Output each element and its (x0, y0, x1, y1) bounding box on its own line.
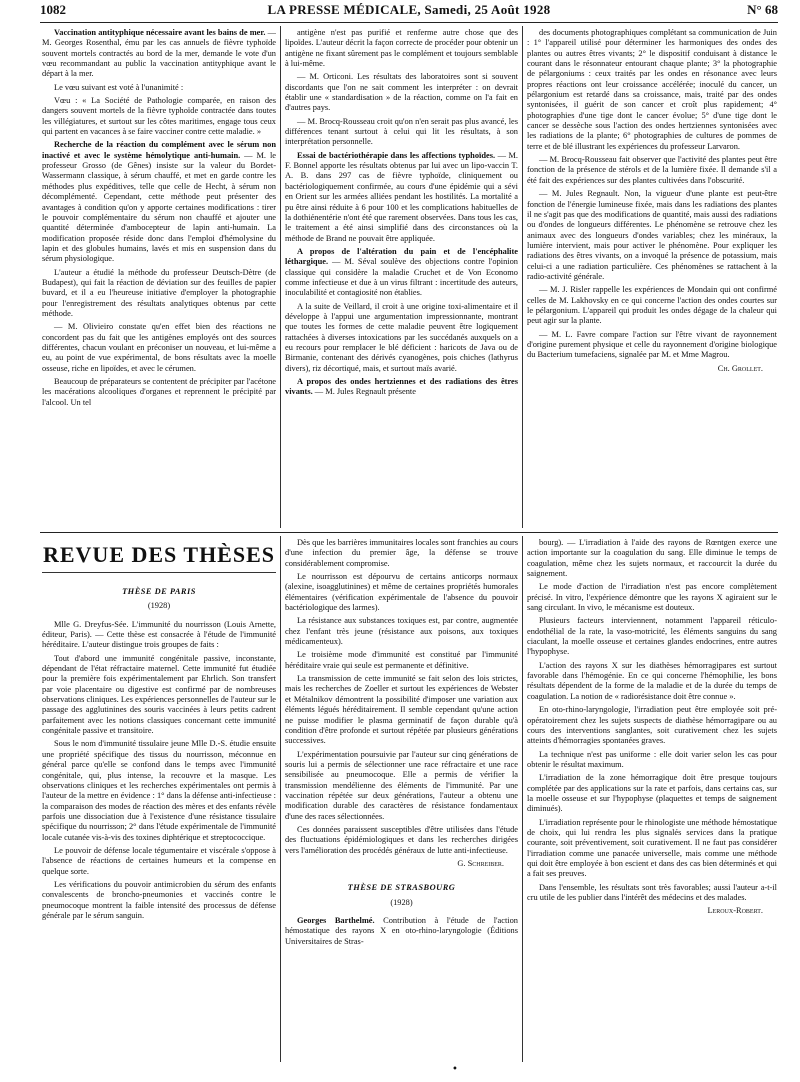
paragraph-text: Sous le nom d'immunité tissulaire jeune Mlle D.-S. étudie ensuite une propriété spécifique des tissus du nourrisson, méconnue en général parce qu'elle se confond dans le temps avec l'immunité congénitale, qui, plus intense, la recouvre et la masque. Les observations cliniques et les recherches expérimentales ont permis à l'auteur de la mettre en évidence : 1° dans la défense anti-infectieuse : la comparaison des modes de réaction des mères et des enfants révèle parfois une dissociation due à l'existence d'une résistance tissulaire spécifique du nourrisson; 2° dans l'étude expérimentale de l'immunité locale cutanée vis-à-vis des toxines diphtérique et streptococcique. (42, 739, 276, 842)
paragraph-text: bourg). — L'irradiation à l'aide des rayons de Rœntgen exerce une action importante sur la coagulation du sang. Elle diminue le temps de coagulation, même chez les sujets normaux, et raccourcit la durée du saignement. (527, 538, 777, 579)
paragraph-text: — M. L. Favre compare l'action sur l'être vivant de rayonnement d'origine purement physique et celle du rayonnement d'origine biologique du Bacterium tumefaciens, signalée par M. et Mme Magrou. (527, 329, 777, 360)
paragraph-text: L'action des rayons X sur les diathèses hémorragipares est surtout favorable dans l'hémogénie. En ce qui concerne l'hémophilie, les bons résultats dépendent de la forme de la maladie et de la durée du temps de coagulation. La notion de « radiorésistance doit être connue ». (527, 660, 777, 701)
paragraph (527, 773, 777, 814)
paragraph-text: — M. Brocq-Rousseau fait observer que l'activité des plantes peut être fonction de la présence de stérols et de la lumière fixée. Il demande s'il a été fait des expériences sur des plantes cultivées dans l'obscurité. (527, 155, 777, 185)
these-strasbourg-year: (1928) (390, 897, 413, 907)
paragraph (527, 883, 777, 904)
paragraph-text: — M. Orticoni. Les résultats des laboratoires sont si souvent discordants que l'on ne sait comment les interpréter : on devrait établir une « standardisation » de la réaction, comme on l'a fait en d'autres pays. (285, 72, 518, 113)
paragraph (285, 650, 518, 671)
paragraph-heading: Georges Barthelmé. (297, 916, 375, 925)
paragraph (42, 377, 276, 408)
revue-des-theses-heading: REVUE DES THÈSES (42, 542, 276, 573)
paragraph (42, 620, 276, 651)
paragraph (527, 750, 777, 771)
paragraph-text: L'irradiation représente pour le rhinologiste une méthode hémostatique de choix, qui lui rendra les plus signalés services dans la pratique courante, soit préventivement, soit curativement. Il ne faut pas considérer l'irradiation comme une panacée universelle, mais comme une méthode qui doit être employée à bon escient et dans des cas bien déterminés et qui a fait ses preuves. (527, 817, 777, 879)
paragraph (42, 739, 276, 842)
paris-thesis-text (42, 620, 276, 922)
paragraph-text: La technique n'est pas uniforme : elle doit varier selon les cas pour obtenir le résultat maximum. (527, 749, 777, 769)
header-rule (40, 22, 778, 23)
top-column-2 (285, 28, 518, 528)
paragraph-text: — M. Brocq-Rousseau croit qu'on n'en serait pas plus avancé, les différences tenant surtout à celui qui lit les résultats, à son interprétation personnelle. (285, 116, 518, 147)
paragraph-text: — M. F. Bonnel apporte les résultats obtenus par lui avec un lipo-vaccin T. A. B. dans 297 cas de fièvre typhoïde, cliniquement ou bactériologiquement confirmée, au cours d'une épidémie qui a sévi en Orient sur les armées alliées pendant les hostilités. La mortalité a pu être ainsi réduite à 6 pour 100 et les complications habituelles de la dothiénentérie n'ont été que rarement observées. Dans tous les cas, le traitement a été ainsi simplifié dans des circonstances où la méthode de Brand ne pouvait être appliquée. (285, 150, 518, 243)
strasbourg-thesis-intro (285, 916, 518, 947)
paragraph-text: — M. Jules Regnault. Non, la vigueur d'une plante est peut-être fonction de l'énergie lumineuse fixée, mais dans les radiations des plantes il ne s'agit pas que des modifications de quantité, mais aussi des radiations ou d'ondes de longueurs différentes. Le phénomène se retrouve chez les animaux avec des longueurs d'ondes variables; chez les minéraux, la lumière intervient, mais pour activer le phénomène. Pour expliquer les radiations des êtres vivants, on a invoqué la présence de potassium, mais celui-ci a une radiation particulière. Ces phénomènes se rattachent à la radio-activité générale. (527, 189, 777, 281)
paragraph-text: Dans l'ensemble, les résultats sont très favorables; aussi l'auteur a-t-il cru utile de les publier dans l'intérêt des médecins et des malades. (527, 882, 777, 902)
paragraph (285, 674, 518, 746)
signature-leroux-robert: Leroux-Robert. (707, 906, 763, 916)
paragraph (527, 189, 777, 282)
paragraph (285, 377, 518, 398)
paragraph-text: A la suite de Veillard, il croit à une origine toxi-alimentaire et il développe à l'appui une argumentation impressionnante, montrant que toutes les formes de cette maladie peuvent être logiquement rattachées à diverses intoxications par les succédanés auxquels on a eu recours pour remplacer le blé déficient : haricots de Java ou de Birmanie, contenant des dérivés cyanogènes, pois chiches (lathyrus divers), riz décortiqué, mais, et surtout maïs avarié. (285, 301, 518, 373)
paragraph-text: Les vérifications du pouvoir antimicrobien du sérum des enfants convalescents de broncho-pneumonies et vaccinés contre le pneumocoque montrent la faible intensité des processus de défense générale par le sérum sanguin. (42, 879, 276, 920)
page-number: 1082 (40, 2, 66, 17)
paragraph-text: Tout d'abord une immunité congénitale passive, inconstante, dépendant de l'état réfractaire maternel. Cette immunité fut étudiée pour la première fois expérimentalement par Ehrlich. Son transfert par voie placentaire ou digestive est confirmé par de nombreuses observations cliniques. Les expériences personnelles de l'auteur sur le passage des agglutinines des souris vaccinées à leurs petits cadrent parfaitement avec les notions classiques concernant cette immunité congénitale passive et transitoire. (42, 653, 276, 736)
paragraph (527, 661, 777, 702)
paragraph-text: Le vœu suivant est voté à l'unanimité : (54, 82, 184, 92)
paragraph-text: Le pouvoir de défense locale tégumentaire et viscérale s'oppose à l'absence de réactions de certaines humeurs et la compense en quelque sorte. (42, 845, 276, 876)
paragraph (527, 538, 777, 579)
page-header (40, 2, 778, 20)
paragraph-heading: A propos des ondes hertziennes et des radiations des êtres vivants. (285, 377, 518, 397)
paragraph (285, 616, 518, 647)
paragraph-text: — M. Georges Rosenthal, ému par les cas annuels de fièvre typhoïde souvent mortels contractés au bord de la mer, demande le vote d'un vœu recommandant au public la vaccination antityphique avant le départ à la mer. (42, 28, 276, 79)
paragraph-text: L'expérimentation poursuivie par l'auteur sur cinq générations de souris lui a permis de sélectionner une race réfractaire et une race sensibilisée au pneumocoque. Elle a permis de vérifier la transmission mendélienne des éléments de l'immunité. Par une vaccination répétée sur deux générations, l'auteur a obtenu une modification durable des caractères de résistance fondamentaux d'une des races sélectionnées. (285, 749, 518, 821)
bottom-column-1 (42, 538, 276, 1060)
paragraph (285, 117, 518, 148)
column-divider (522, 26, 523, 528)
paragraph (42, 96, 276, 137)
paragraph-text: En oto-rhino-laryngologie, l'irradiation peut être employée soit pré-opératoirement chez les sujets suspects de diathèse hémorragipare ou au cours des interventions sanglantes, soit curativement chez les sujets atteints d'hémorragies spontanées graves. (527, 705, 777, 746)
bottom-column-2 (285, 538, 518, 1060)
these-paris-heading: THÈSE DE PARIS (122, 587, 196, 596)
paragraph (285, 247, 518, 299)
paragraph (285, 72, 518, 113)
paragraph-text: Dès que les barrières immunitaires locales sont franchies au cours d'une infection du premier âge, la défense se trouve considérablement compromise. (285, 538, 518, 568)
paragraph (42, 880, 276, 921)
paragraph-text: Ces données paraissent susceptibles d'être utilisées dans l'étude des fluctuations épidémiologiques et dans les recherches dirigées vers l'amélioration des procédés généraux de lutte anti-infectieuse. (285, 824, 518, 855)
paragraph (42, 83, 276, 93)
paragraph (285, 538, 518, 569)
top-column-3 (527, 28, 777, 528)
paragraph (527, 582, 777, 613)
paragraph-heading: Vaccination antityphique nécessaire avant les bains de mer. (54, 28, 266, 37)
paragraph-text: L'irradiation de la zone hémorragique doit être presque toujours complétée par des applications sur la rate et parfois, dans certains cas, sur la moelle osseuse et sur l'hypophyse (plaquettes et temps de saignement diminués). (527, 773, 777, 814)
paragraph-text: Vœu : « La Société de Pathologie comparée, en raison des dangers souvent mortels de la fièvre typhoïde contractée dans toutes les villégiatures, et surtout sur les côtes maritimes, engage tous ceux qui partent en vacances à se faire vacciner contre cette maladie. » (42, 96, 276, 137)
these-strasbourg-heading: THÈSE DE STRASBOURG (347, 883, 456, 893)
paragraph (42, 140, 276, 264)
paragraph-text: La transmission de cette immunité se fait selon des lois strictes, mais les recherches de Zoeller et surtout les expériences de Webster et Métalnikov démontrent la possibilité d'imposer une variation aux éléments légués héréditairement. Il semble cependant qu'une action ne puisse modifier le plasma germinatif de façon durable qu'à condition d'être profonde et surtout répétée par plusieurs générations successives. (285, 674, 518, 746)
journal-title: LA PRESSE MÉDICALE, Samedi, 25 Août 1928 (267, 2, 551, 17)
paragraph (42, 654, 276, 737)
column-divider (522, 536, 523, 1062)
paragraph-text: des documents photographiques complétant sa communication de Juin : 1° l'appareil utilisé pour déterminer les harmoniques des ondes des plantes ou autres êtres vivants; 2° le dispositif conduisant à distance le courant dans le résonnateur entourant chaque plante; 3° la photographie de pélargoniums : ceux traités par les ondes en résonance avec leurs propres réactions ont leur croissance accélérée; inoculé du cancer, un pélargonium est retardé dans sa croissance, mais, traité par des ondes syntonisées, il guérit de son cancer et croît plus rapidement; 4° photographies d'une tige dont le cancer évolue; 5° d'une tige dont le cancer se dessèche sous l'action des ondes hertziennes syntonisées avec les radiations de la plante; 6° photographies de cultures de pommes de terre et de blé illustrant les expériences du professeur Larvaron. (527, 28, 777, 151)
paragraph-text: Plusieurs facteurs interviennent, notamment l'appareil réticulo-endothélial de la rate, la vaso-motricité, les éléments sanguins du sang ciaculant, la moelle osseuse et certaines glandes endocrines, entre autres l'hypophyse. (527, 616, 777, 657)
paragraph-text: — M. Olivieiro constate qu'en effet bien des réactions ne concordent pas du fait que les antigènes employés ont des sources différentes, chacun voulant en préconiser un nouveau, et lui-même a eu, au point de vue expérimental, de bons résultats avec la moelle osseuse, riche en lipoïdes, et avec le cérumen. (42, 322, 276, 373)
paragraph-text: Le nourrisson est dépourvu de certains anticorps normaux (alexine, isoagglutinines) et même de certaines propriétés humorales élémentaires (vérification expérimentale de l'absence du pouvoir bactériologique des larmes). (285, 572, 518, 613)
paragraph (527, 28, 777, 152)
paragraph-text: — M. Jules Regnault présente (312, 387, 416, 397)
paragraph (527, 818, 777, 880)
signature-schreiber: G. Schreiber. (457, 858, 504, 868)
paragraph (527, 330, 777, 361)
column-divider (280, 536, 281, 1062)
paragraph (285, 750, 518, 822)
paragraph-text: Contribution à l'étude de l'action hémostatique des rayons X en oto-rhino-laryngologie (Éditions Universitaires de Stras- (285, 916, 518, 946)
paragraph-text: L'auteur a étudié la méthode du professeur Deutsch-Dètre (de Budapest), qui fait la réaction de déviation sur des feuilles de papier buvard, et il a eu l'heureuse initiative d'employer la photographie pour l'enregistrement des résultats analytiques obtenus par cette méthode. (42, 267, 276, 318)
signature: Ch. Grollet. (717, 363, 763, 373)
these-paris-year: (1928) (147, 601, 171, 611)
paragraph-text: — M. Séval soulève des objections contre l'opinion classique qui considère la maladie Cruchet et de Von Economo comme infectieuse et due à un virus filtrant : incertitude des auteurs, inoculabilité et contagiosité non établies. (285, 257, 518, 298)
issue-number: N° 68 (747, 2, 778, 17)
paragraph-text: La résistance aux substances toxiques est, par contre, augmentée chez l'enfant très jeune (résistance aux poisons, aux toxiques médicamenteux). (285, 616, 518, 647)
paragraph (42, 322, 276, 374)
paragraph (527, 616, 777, 657)
paragraph (285, 151, 518, 244)
paragraph-text: Le troisième mode d'immunité est constitué par l'immunité héréditaire vraie qui seule est permanente et définitive. (285, 650, 518, 670)
paragraph (285, 572, 518, 613)
paragraph-text: antigène n'est pas purifié et renferme autre chose que des lipoïdes. L'auteur décrit la façon correcte de procéder pour obtenir un antigène ne fixant sûrement pas le complément et toujours semblable à lui-même. (285, 28, 518, 69)
paragraph (42, 846, 276, 877)
top-column-1 (42, 28, 276, 528)
strasbourg-thesis-text (527, 538, 777, 903)
paragraph-text: — M. J. Risler rappelle les expériences de Mondain qui ont confirmé celles de M. Lakhovsky en ce qui concerne l'action des ondes courtes sur le pélargonium. L'appareil qui produit les ondes dégage de la chaleur qui peut agir sur la plante. (527, 285, 777, 326)
paragraph (285, 916, 518, 947)
paragraph-heading: Essai de bactériothérapie dans les affections typhoïdes. (297, 150, 496, 160)
paragraph (285, 302, 518, 374)
paragraph-text: Le mode d'action de l'irradiation n'est pas encore complètement précisé. In vitro, l'expérience démontre que les rayons X agiraient sur le sang circulant. In vivo, le mécanisme est douteux. (527, 582, 777, 613)
paragraph (285, 28, 518, 69)
bottom-column-3 (527, 538, 777, 1060)
paragraph-heading: A propos de l'altération du pain et de l'encéphalite léthargique. (285, 246, 518, 267)
column-divider (280, 26, 281, 528)
paragraph (42, 28, 276, 80)
paragraph-text: — M. le professeur Grosso (de Gênes) insiste sur la valeur du Bordet-Wassermann classique, à sérum chauffé, et met en garde contre les méthodes plus expéditives, telle que celle de Hecht, à sérum non décomplémenté. Cependant, cette méthode peut présenter des avantages à condition qu'on y apporte certaines modifications : tirer le pouvoir complémentaire du sérum non chauffé et ajouter une quantité déterminée d'ambocepteur de lapin anti-humain. La modification proposée réside donc dans l'emploi d'hémolysine du lapin et des globules humains, lavés et mis en suspension dans du sérum physiologique. (42, 150, 276, 264)
paris-thesis-continued (285, 538, 518, 856)
paragraph (527, 705, 777, 746)
footer-mark: • (452, 1064, 458, 1075)
paragraph-heading: Recherche de la réaction du complément avec le sérum non inactivé et avec le système hémolytique anti-humain. (42, 140, 276, 160)
paragraph (527, 155, 777, 186)
paragraph (285, 825, 518, 856)
paragraph-text: Mlle G. Dreyfus-Sée. L'immunité du nourrisson (Louis Arnette, éditeur, Paris). — Cette thèse est consacrée à l'étude de l'immunité héréditaire. L'auteur distingue trois groupes de faits : (42, 619, 276, 650)
section-rule (40, 532, 778, 533)
paragraph-text: Beaucoup de préparateurs se contentent de précipiter par l'acétone les macérations alcooliques d'organes et reprennent le précipité par l'alcool. Un tel (42, 377, 276, 407)
paragraph (42, 268, 276, 320)
paragraph (527, 285, 777, 326)
